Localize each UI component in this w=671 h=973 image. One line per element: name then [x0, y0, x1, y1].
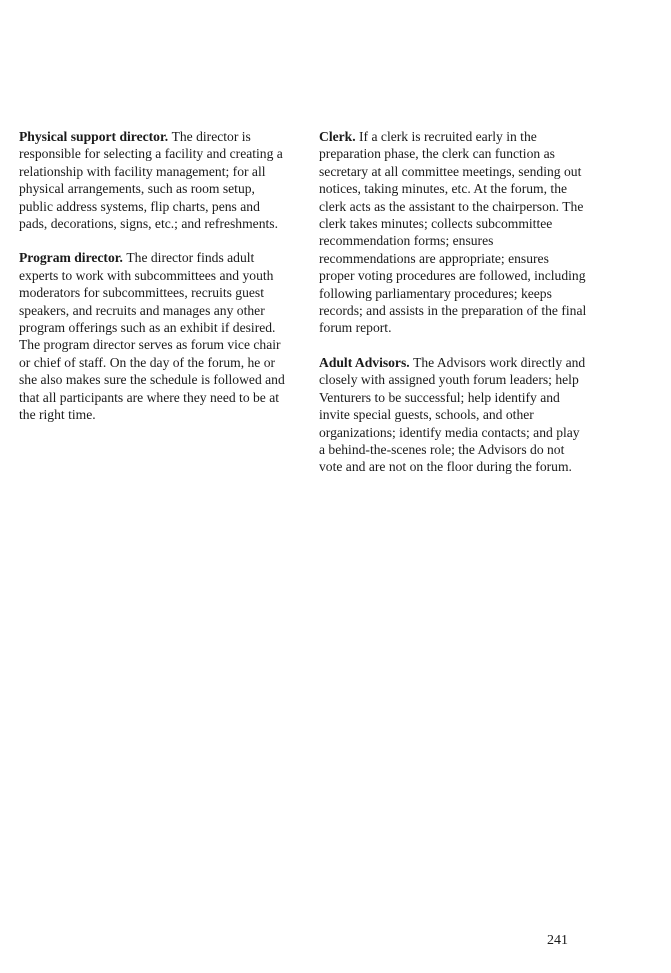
paragraph-text: The director finds adult experts to work with subcommittees and youth moderators for subcommittees, recruits guest speakers, and recruits and manages any other program offerings such as an exhibit if desired. The program director serves as forum vice chair or chief of staff. On the day of the forum, he or she also makes sure the schedule is followed and that all participants are where they need to be at the right time.	[19, 250, 285, 423]
program-director-paragraph	[19, 249, 287, 423]
paragraph-text: If a clerk is recruited early in the preparation phase, the clerk can function as secretary at all committee meetings, sending out notices, taking minutes, etc. At the forum, the clerk acts as the assistant to the chairperson. The clerk takes minutes; collects subcommittee recommendation forms; ensures recommendations are appropriate; ensures proper voting procedures are followed, including following parliamentary procedures; keeps records; and assists in the preparation of the final forum report.	[319, 129, 587, 336]
page-number: 241	[547, 933, 568, 948]
right-column	[319, 128, 587, 493]
adult-advisors-paragraph	[319, 354, 587, 476]
clerk-paragraph	[319, 128, 587, 337]
left-column	[19, 128, 287, 441]
paragraph-heading: Clerk.	[319, 129, 360, 144]
physical-support-director-paragraph	[19, 128, 287, 232]
paragraph-heading: Program director.	[19, 250, 127, 266]
paragraph-text: The director is responsible for selecting a facility and creating a relationship with facility management; for all physical arrangements, such as room setup, public address systems, flip charts, pens and pads, decorations, signs, etc.; and refreshments.	[19, 129, 283, 232]
paragraph-heading: Adult Advisors.	[319, 354, 414, 370]
paragraph-heading: Physical support director.	[19, 129, 172, 144]
paragraph-text: The Advisors work directly and closely with assigned youth forum leaders; help Venturers to be successful; help identify and invite special guests, schools, and other organizations; identify media contacts; and play a behind-the-scenes role; the Advisors do not vote and are not on the floor during the forum.	[319, 354, 586, 475]
